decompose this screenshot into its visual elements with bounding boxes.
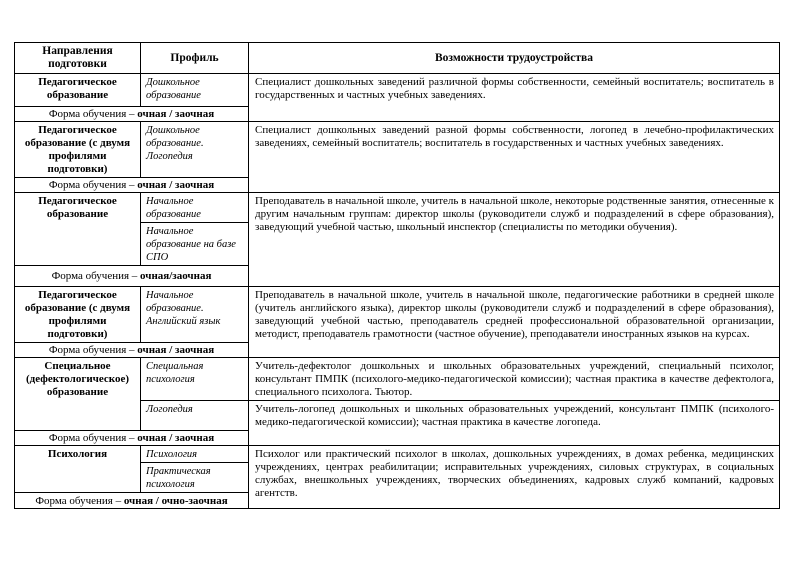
profile-cell: Практическая психология [141, 463, 249, 493]
training-directions-table [14, 42, 780, 509]
column-header-directions: Направления подготовки [15, 43, 141, 74]
study-form-value: очная / заочная [137, 432, 215, 444]
study-form-value: очная / заочная [137, 108, 215, 120]
profile-cell: Начальное образование. Английский язык [141, 287, 249, 343]
study-form-value: очная / заочная [137, 179, 215, 191]
direction-cell: Педагогическое образование [15, 193, 141, 266]
study-form-label: Форма обучения – [48, 344, 138, 356]
study-form-label: Форма обучения – [48, 432, 138, 444]
employment-cell: Учитель-логопед дошкольных и школьных образовательных учреждений, консультант ПМПК (психолого-медико-педагогической комиссии); частная практика в качестве логопеда. [249, 401, 780, 446]
employment-cell: Психолог или практический психолог в школах, дошкольных учреждениях, в домах ребенка, медицинских учреждениях, центрах реабилитации; исправительных учреждениях, силовых структурах, в социальных службах, внешкольных учреждениях, творческих объединениях, кадровых служб компаний, кадровых агентств. [249, 446, 780, 509]
study-form-label: Форма обучения – [51, 270, 141, 282]
study-form-value: очная/заочная [140, 270, 212, 282]
direction-cell: Педагогическое образование (с двумя профилями подготовки) [15, 287, 141, 343]
employment-cell: Учитель-дефектолог дошкольных и школьных образовательных учреждений, специальный психолог, консультант ПМПК (психолого-медико-педагогической комиссии); частная практика в качестве дефектолога, специального психолога. Тьютор. [249, 358, 780, 401]
table-row [15, 74, 780, 107]
direction-cell: Педагогическое образование [15, 74, 141, 107]
employment-cell: Специалист дошкольных заведений разной формы собственности, логопед в лечебно-профилактических заведениях, семейный воспитатель; воспитатель в государственных и частных учебных заведениях. [249, 122, 780, 193]
study-form-cell [15, 107, 249, 122]
study-form-cell [15, 343, 249, 358]
profile-cell: Начальное образование [141, 193, 249, 223]
study-form-label: Форма обучения – [48, 108, 138, 120]
direction-cell: Психология [15, 446, 141, 493]
direction-cell: Специальное (дефектологическое) образование [15, 358, 141, 431]
study-form-label: Форма обучения – [48, 179, 138, 191]
study-form-cell [15, 266, 249, 287]
table-row [15, 122, 780, 178]
profile-cell: Психология [141, 446, 249, 463]
profile-cell: Дошкольное образование [141, 74, 249, 107]
study-form-cell [15, 493, 249, 509]
study-form-label: Форма обучения – [35, 494, 124, 507]
study-form-cell [15, 178, 249, 193]
profile-cell: Логопедия [141, 401, 249, 431]
direction-cell: Педагогическое образование (с двумя профилями подготовки) [15, 122, 141, 178]
study-form-cell [15, 431, 249, 446]
table-row [15, 358, 780, 401]
employment-cell: Преподаватель в начальной школе, учитель в начальной школе, некоторые родственные занятия, отнесенные к другим начальным группам: директор школы (руководители служб и подразделений в сфере образования), заведующий учебной частью, школьный инспектор (специалисты по методики обучения). [249, 193, 780, 287]
table-row [15, 287, 780, 343]
study-form-value: очная / заочная [137, 344, 215, 356]
table-row [15, 446, 780, 463]
study-form-value: очная / очно-заочная [123, 494, 228, 507]
employment-cell: Специалист дошкольных заведений различной формы собственности, семейный воспитатель; воспитатель в государственных и частных учебных заведениях. [249, 74, 780, 122]
employment-cell: Преподаватель в начальной школе, учитель в начальной школе, педагогические работники в средней школе (учитель английского языка), директор школы (руководители служб и подразделений в сфере образования), заведующий учебной частью, преподаватель средней профессиональной образовательной организации, методист, преподаватель грамотности (частное обучение), преподаватели иностранных языков на курсах. [249, 287, 780, 358]
table-row [15, 193, 780, 223]
column-header-profile: Профиль [141, 43, 249, 74]
profile-cell: Дошкольное образование. Логопедия [141, 122, 249, 178]
table-header-row [15, 43, 780, 74]
profile-cell: Начальное образование на базе СПО [141, 223, 249, 266]
profile-cell: Специальная психология [141, 358, 249, 401]
column-header-employment: Возможности трудоустройства [249, 43, 780, 74]
